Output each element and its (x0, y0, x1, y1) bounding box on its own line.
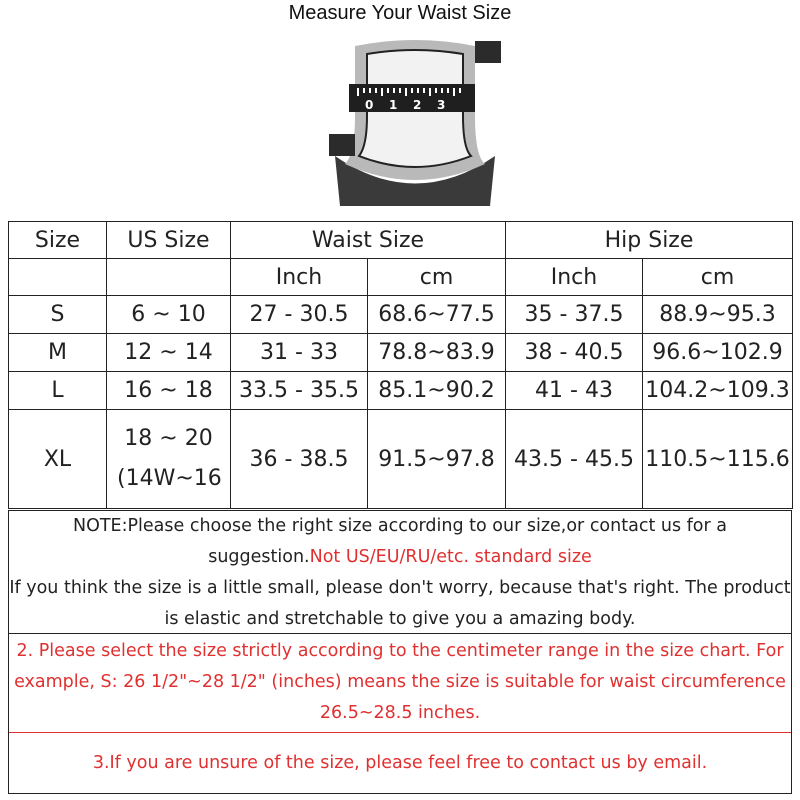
cell-us-size: 12 ~ 14 (107, 334, 231, 372)
note-text: 26.5~28.5 inches. (319, 703, 481, 723)
cell-hip-cm: 96.6~102.9 (643, 334, 793, 372)
note-text: 2. Please select the size strictly according to the centimeter range in the size chart. For (16, 641, 784, 661)
cell-waist-cm: 85.1~90.2 (368, 372, 506, 410)
table-row (9, 296, 793, 334)
notes-section (8, 510, 792, 794)
subheader-hip-cm: cm (643, 259, 793, 296)
cell-waist-inch: 27 - 30.5 (231, 296, 368, 334)
cell-waist-cm: 78.8~83.9 (368, 334, 506, 372)
note-text: is elastic and stretchable to give you a amazing body. (164, 609, 636, 629)
cell-waist-cm: 68.6~77.5 (368, 296, 506, 334)
cell-waist-inch: 31 - 33 (231, 334, 368, 372)
cell-hip-inch: 41 - 43 (506, 372, 643, 410)
waist-tape-measure-icon (325, 36, 505, 206)
tape-number: 1 (389, 98, 398, 112)
table-row (9, 372, 793, 410)
header-us-size: US Size (107, 222, 231, 259)
cell-us-size (107, 410, 231, 509)
subheader-empty (107, 259, 231, 296)
note-text: 3.If you are unsure of the size, please feel free to contact us by email. (92, 753, 708, 773)
tape-number: 2 (413, 98, 422, 112)
cell-us-size-line: 18 ~ 20 (124, 426, 213, 451)
cell-us-size: 16 ~ 18 (107, 372, 231, 410)
cell-hip-cm: 88.9~95.3 (643, 296, 793, 334)
cell-hip-inch: 35 - 37.5 (506, 296, 643, 334)
note-contact-email (9, 733, 791, 793)
note-warning-text: Not US/EU/RU/etc. standard size (309, 547, 592, 567)
note-text-line (9, 542, 791, 573)
table-row (9, 334, 793, 372)
note-general (9, 511, 791, 634)
note-centimeter-range (9, 634, 791, 733)
cell-waist-inch: 36 - 38.5 (231, 410, 368, 509)
page-title: Measure Your Waist Size (288, 2, 512, 24)
cell-size: XL (9, 410, 107, 509)
cell-hip-inch: 43.5 - 45.5 (506, 410, 643, 509)
cell-size: S (9, 296, 107, 334)
note-text: suggestion. (208, 547, 310, 567)
cell-hip-cm: 110.5~115.6 (643, 410, 793, 509)
subheader-empty (9, 259, 107, 296)
cell-hip-cm: 104.2~109.3 (643, 372, 793, 410)
table-row (9, 410, 793, 509)
cell-waist-cm: 91.5~97.8 (368, 410, 506, 509)
note-text: example, S: 26 1/2"~28 1/2" (inches) means the size is suitable for waist circumference (14, 672, 786, 692)
header-hip-size: Hip Size (506, 222, 793, 259)
subheader-waist-cm: cm (368, 259, 506, 296)
note-text: NOTE:Please choose the right size according to our size,or contact us for a (72, 516, 727, 536)
tape-number: 0 (365, 98, 374, 112)
cell-size: L (9, 372, 107, 410)
size-chart-table (8, 221, 793, 509)
tape-number: 3 (437, 98, 446, 112)
cell-us-size: 6 ~ 10 (107, 296, 231, 334)
subheader-waist-inch: Inch (231, 259, 368, 296)
subheader-hip-inch: Inch (506, 259, 643, 296)
cell-waist-inch: 33.5 - 35.5 (231, 372, 368, 410)
cell-hip-inch: 38 - 40.5 (506, 334, 643, 372)
cell-size: M (9, 334, 107, 372)
header-waist-size: Waist Size (231, 222, 506, 259)
table-subheader-row (9, 259, 793, 296)
cell-us-size-line: (14W~16 (117, 466, 222, 491)
header-size: Size (9, 222, 107, 259)
note-text: If you think the size is a little small, please don't worry, because that's right. The product (9, 578, 791, 598)
table-header-row (9, 222, 793, 259)
